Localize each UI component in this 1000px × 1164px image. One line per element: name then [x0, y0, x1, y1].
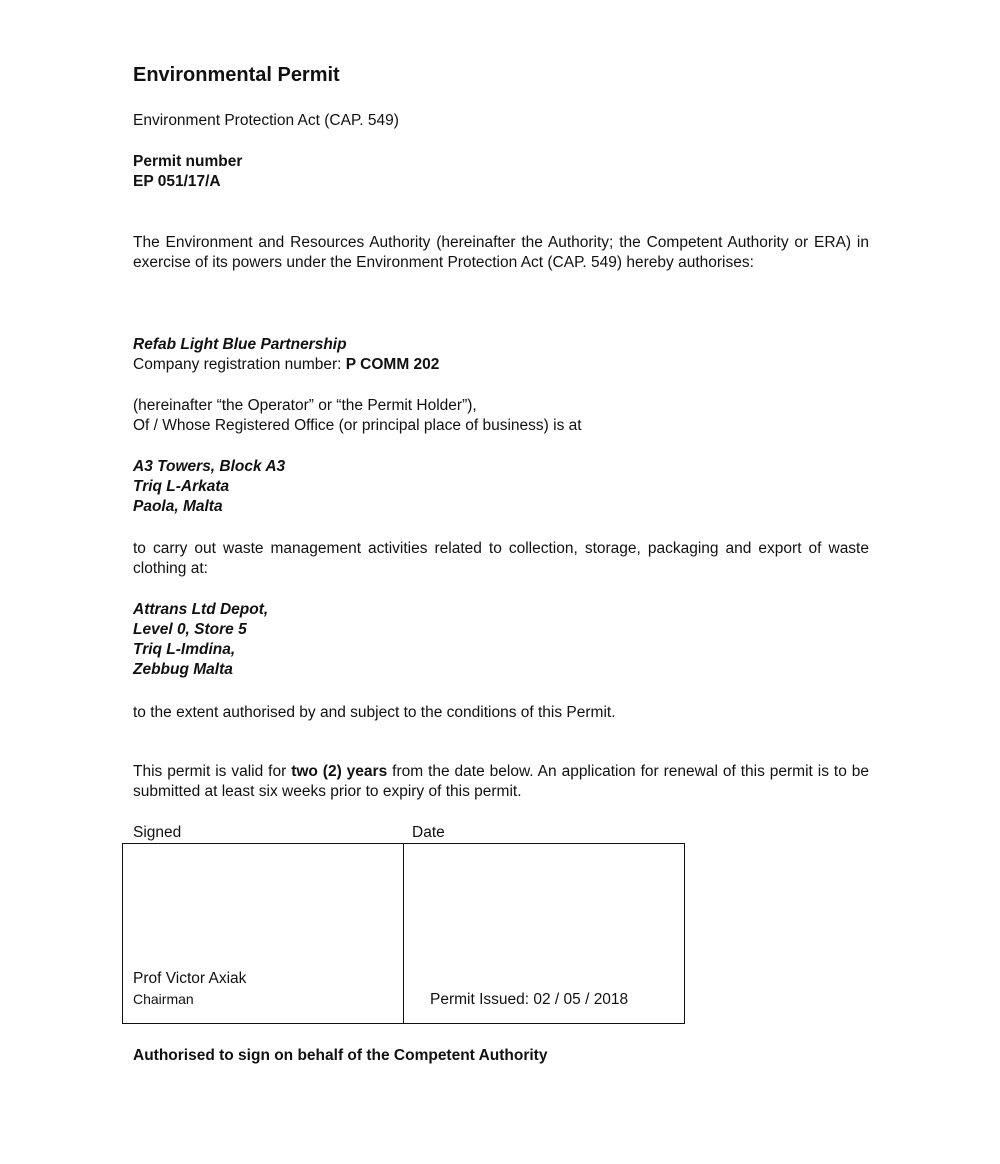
date-label: Date — [412, 824, 445, 841]
hereinafter-block — [133, 396, 582, 436]
activity-paragraph: to carry out waste management activities related to collection, storage, packaging and export of waste clothing at: — [133, 540, 869, 577]
act-reference: Environment Protection Act (CAP. 549) — [133, 112, 399, 129]
authorised-footer: Authorised to sign on behalf of the Competent Authority — [133, 1047, 548, 1064]
signature-table — [122, 843, 685, 1024]
operator-block — [133, 335, 439, 375]
site-address-line: Triq L-Imdina, — [133, 641, 236, 658]
document-title: Environmental Permit — [133, 64, 340, 86]
validity-suffix: from the date below. An application for renewal of this permit is to be submitted at least six weeks prior to expiry of this permit. — [133, 763, 869, 800]
operator-name: Refab Light Blue Partnership — [133, 336, 347, 353]
permit-issued-date: Permit Issued: 02 / 05 / 2018 — [430, 991, 629, 1008]
signer-role: Chairman — [133, 991, 194, 1007]
site-address-line: Level 0, Store 5 — [133, 621, 247, 638]
registered-address — [133, 457, 285, 517]
address-line: A3 Towers, Block A3 — [133, 458, 286, 475]
extent-paragraph: to the extent authorised by and subject to the conditions of this Permit. — [133, 704, 616, 721]
validity-duration: two (2) years — [291, 763, 388, 780]
signed-label: Signed — [133, 824, 182, 841]
hereinafter-line-2: Of / Whose Registered Office (or principal place of business) is at — [133, 417, 582, 434]
signer-name: Prof Victor Axiak — [133, 970, 247, 987]
signature-cell — [123, 844, 404, 1024]
validity-paragraph — [133, 762, 869, 802]
authority-paragraph: The Environment and Resources Authority (hereinafter the Authority; the Competent Authority or ERA) in exercise of its powers under the Environment Protection Act (CAP. 549) hereby authorises: — [133, 234, 869, 271]
hereinafter-line-1: (hereinafter “the Operator” or “the Permit Holder”), — [133, 397, 477, 414]
validity-prefix: This permit is valid for — [133, 763, 292, 780]
address-line: Triq L-Arkata — [133, 478, 230, 495]
permit-number-block — [133, 152, 242, 192]
site-address-line: Zebbug Malta — [133, 661, 233, 678]
permit-number-label: Permit number — [133, 153, 243, 170]
company-registration — [133, 355, 439, 375]
date-cell — [404, 844, 685, 1024]
address-line: Paola, Malta — [133, 498, 223, 515]
site-address-line: Attrans Ltd Depot, — [133, 601, 269, 618]
registration-label: Company registration number: — [133, 356, 346, 373]
permit-number: EP 051/17/A — [133, 173, 221, 190]
registration-number: P COMM 202 — [345, 356, 440, 373]
site-address — [133, 600, 268, 680]
